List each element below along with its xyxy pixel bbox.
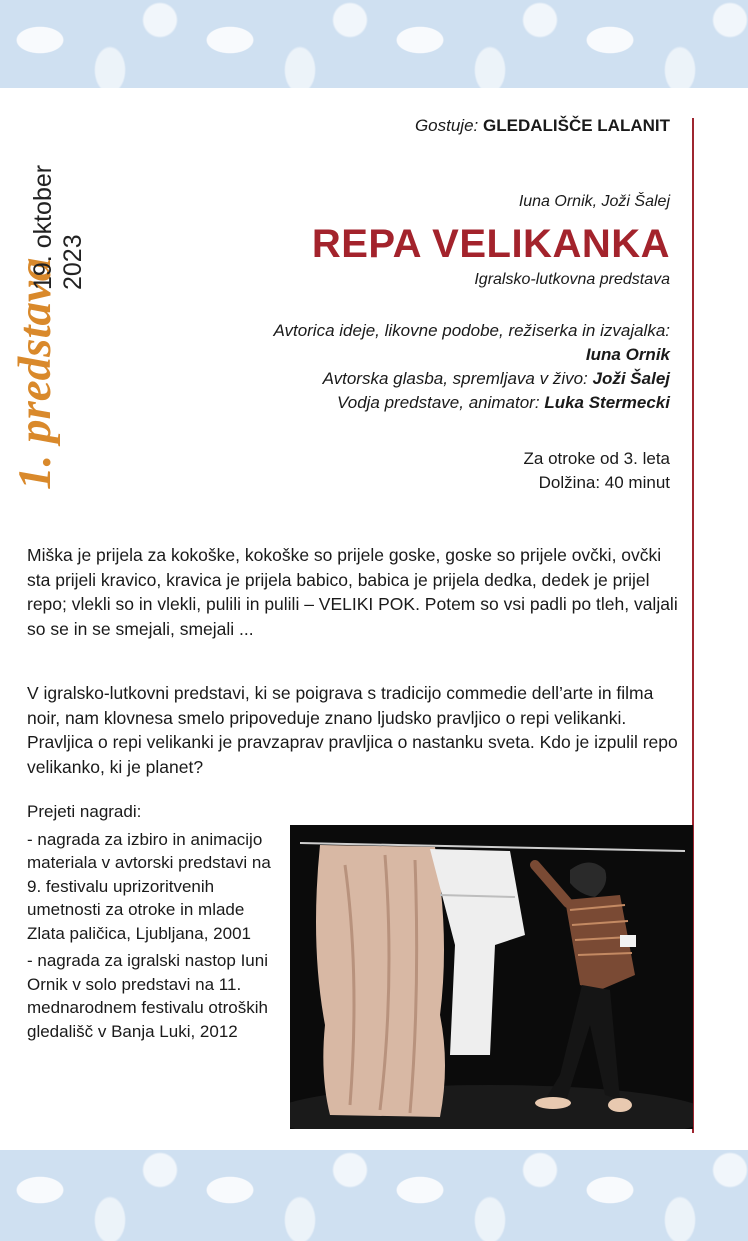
credit-line [273, 391, 670, 415]
credit-name: Iuna Ornik [585, 345, 670, 364]
date-day: 19. oktober [29, 164, 57, 290]
duration-info: Dolžina: 40 minut [538, 473, 670, 492]
decorative-footer-band [0, 1150, 748, 1241]
credits [273, 319, 670, 415]
synopsis-paragraph: Miška je prijela za kokoške, kokoške so prijele goske, goske so prijele ovčki, ovčki sta prijeli kravico, kravica je prijela babico, babica je prijela dedka, dedek je prijel repo; vlekli so in vlekli, pulili in pulili – VELIKI POK. Potem so vsi padli po tleh, valjali so se in se smejali, smejali ... [27, 545, 678, 639]
credit-role: Vodja predstave, animator: [337, 393, 540, 412]
date-year: 2023 [59, 234, 87, 290]
credit-role: Avtorica ideje, likovne podobe, režiserka in izvajalka: [273, 321, 670, 340]
credit-name: Joži Šalej [592, 369, 670, 388]
credit-name: Luka Stermecki [544, 393, 670, 412]
show-title: REPA VELIKANKA [311, 222, 670, 266]
credit-line [273, 367, 670, 391]
credit-line [273, 343, 670, 367]
authors: Iuna Ornik, Joži Šalej [518, 193, 670, 210]
guest-name: GLEDALIŠČE LALANIT [483, 116, 670, 135]
decorative-header-band [0, 0, 748, 88]
side-label [8, 258, 62, 490]
age-info: Za otroke od 3. leta [523, 449, 670, 468]
credit-line [273, 319, 670, 343]
side-date [28, 165, 88, 290]
awards-heading: Prejeti nagradi: [27, 802, 142, 821]
stage-scene-illustration [290, 825, 693, 1129]
award-item: - nagrada za igralski nastop Iuni Ornik v solo predstavi na 11. mednarodnem festivalu otroških gledališč v Banja Luki, 2012 [27, 951, 268, 1041]
show-subtitle: Igralsko-lutkovna predstava [474, 271, 670, 288]
show-meta [524, 447, 670, 495]
credit-role: Avtorska glasba, spremljava v živo: [322, 369, 588, 388]
performance-photo [290, 825, 693, 1129]
description-paragraph: V igralsko-lutkovni predstavi, ki se poigrava s tradicijo commedie dell’arte in filma noir, nam klovnesa smelo pripoveduje znano ljudsko pravljico o repi velikanki. Pravljica o repi velikanki je pravzaprav pravljica o nastanku sveta. Kdo je izpulil repo velikanko, ki je planet? [27, 683, 678, 777]
guest-line [415, 116, 670, 136]
guest-prefix: Gostuje: [414, 116, 479, 135]
awards-list [27, 800, 285, 1043]
performance-number: 1. predstava [9, 257, 61, 490]
award-item: - nagrada za izbiro in animacijo materiala v avtorski predstavi na 9. festivalu uprizoritvenih umetnosti za otroke in mlade Zlata paličica, Ljubljana, 2001 [27, 829, 271, 943]
